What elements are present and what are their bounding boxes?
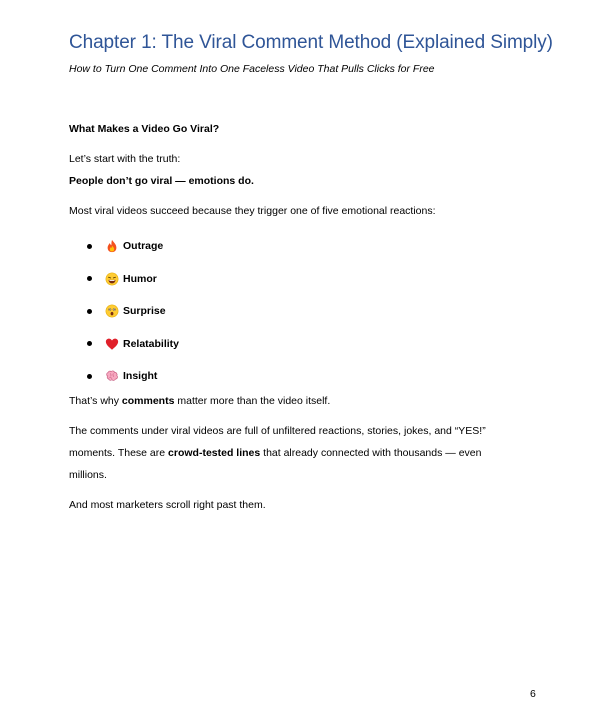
detail-paragraph-line-1: The comments under viral videos are full of unfiltered reactions, stories, jokes, and “YES!”: [69, 425, 486, 437]
bullet-dot: [87, 244, 92, 249]
list-item: [87, 295, 179, 328]
emotion-label-relatability: Relatability: [123, 337, 180, 350]
emotion-label-humor: Humor: [123, 272, 157, 285]
list-item: [87, 230, 179, 263]
bullet-dot: [87, 341, 92, 346]
emotion-label-surprise: Surprise: [123, 305, 166, 318]
astonished-face-icon: [105, 304, 119, 318]
chapter-subtitle: How to Turn One Comment Into One Faceless Video That Pulls Clicks for Free: [69, 63, 435, 75]
comments-bold: comments: [121, 395, 175, 407]
bullet-dot: [87, 374, 92, 379]
comments-paragraph: [69, 390, 330, 412]
detail-text-post: that already connected with thousands — even: [260, 447, 482, 459]
laughing-face-icon: [105, 272, 119, 286]
intro-paragraph: Let’s start with the truth:: [69, 153, 181, 165]
emphasis-paragraph: People don’t go viral — emotions do.: [69, 175, 254, 187]
detail-bold: crowd-tested lines: [168, 447, 261, 459]
detail-paragraph-line-2: [69, 442, 481, 464]
page-number: 6: [530, 688, 536, 700]
comments-text-pre: That’s why: [69, 395, 122, 407]
fire-icon: [105, 239, 119, 253]
comments-text-post: matter more than the video itself.: [174, 395, 331, 407]
list-item: [87, 263, 179, 296]
brain-icon: [105, 369, 119, 383]
emotion-label-outrage: Outrage: [123, 240, 164, 253]
lead-in-paragraph: Most viral videos succeed because they trigger one of five emotional reactions:: [69, 205, 436, 217]
bullet-dot: [87, 309, 92, 314]
detail-paragraph-line-3: millions.: [69, 469, 107, 481]
list-item: [87, 360, 179, 393]
section-heading: What Makes a Video Go Viral?: [69, 123, 220, 135]
list-item: [87, 328, 179, 361]
bullet-dot: [87, 276, 92, 281]
chapter-title: Chapter 1: The Viral Comment Method (Explained Simply): [69, 32, 553, 53]
emotion-label-insight: Insight: [123, 370, 158, 383]
detail-text-pre: moments. These are: [69, 447, 169, 459]
closing-paragraph: And most marketers scroll right past them.: [69, 499, 266, 511]
emotion-list: [87, 230, 179, 393]
red-heart-icon: [105, 337, 119, 351]
